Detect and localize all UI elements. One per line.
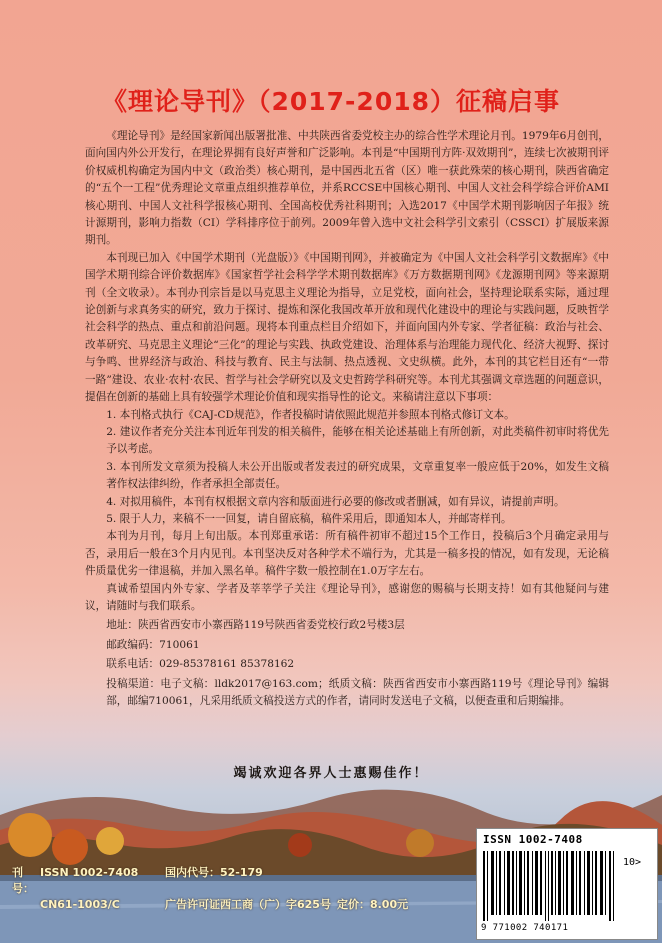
rule-item: 5. 限于人力，来稿不一一回复，请自留底稿，稿件采用后，即通知本人，并邮寄样刊。	[106, 512, 512, 525]
page-title: 《理论导刊》（2017-2018）征稿启事	[101, 87, 561, 116]
rule-item: 1. 本刊格式执行《CAJ-CD规范》，作者投稿时请依照此规范并参照本刊格式修订文本。	[106, 408, 515, 421]
pubinfo-price: 定价：8.00元	[336, 898, 409, 911]
welcome-slogan: 竭诚欢迎各界人士惠赐佳作！	[233, 766, 429, 781]
barcode-panel	[476, 828, 658, 940]
barcode-icon	[483, 851, 617, 921]
rule-item: 3. 本刊所发文章须为投稿人未公开出版或者发表过的研究成果，文章重复率一般应低于20%，如发生文稿著作权法律纠纷，作者承担全部责任。	[106, 460, 609, 491]
pubinfo-label: 刊号：	[12, 866, 34, 895]
contact-phone: 联系电话：029-85378161 85378162	[106, 658, 295, 671]
pubinfo-postal-code: 国内代号：52-179	[165, 866, 263, 879]
barcode-issn: ISSN 1002-7408	[483, 833, 583, 846]
rule-item: 2. 建议作者充分关注本刊近年刊发的相关稿件，能够在相关论述基础上有所创新，对此类稿件初审时将优先予以考虑。	[106, 425, 609, 456]
notice-body	[85, 128, 609, 710]
pubinfo-ad-license: 广告许可证西工商（广）字625号	[165, 898, 331, 911]
pubinfo-issn: ISSN 1002-7408	[40, 866, 139, 879]
contact-postcode: 邮政编码：710061	[106, 638, 200, 651]
rule-item: 4. 对拟用稿件，本刊有权根据文章内容和版面进行必要的修改或者删减，如有异议，请提前声明。	[106, 495, 565, 508]
schedule-paragraph: 本刊为月刊，每月上旬出版。本刊郑重承诺：所有稿件初审不超过15个工作日，投稿后3个月确定录用与否，录用后一般在3个月内见刊。本刊坚决反对各种学术不端行为，尤其是一稿多投的情况，如有发现，无论稿件质量优劣一律退稿，并加入黑名单。稿件字数一般控制在1.0万字左右。	[85, 530, 609, 578]
contact-address: 地址：陕西省西安市小寨西路119号陕西省委党校行政2号楼3层	[106, 619, 405, 632]
contact-submission: 投稿渠道：电子文稿：lldk2017@163.com；纸质文稿：陕西省西安市小寨西路119号《理论导刊》编辑部，邮编710061，凡采用纸质文稿投送方式的作者，请同时发送电子文稿，以便查重和后期编排。	[106, 677, 609, 707]
thanks-paragraph: 真诚希望国内外专家、学者及莘莘学子关注《理论导刊》，感谢您的赐稿与长期支持！如有其他疑问与建议，请随时与我们联系。	[85, 582, 609, 612]
barcode-issue-code: 10>	[623, 857, 642, 868]
publication-info	[12, 865, 408, 913]
columns-paragraph: 本刊现已加入《中国学术期刊（光盘版）》《中国期刊网》，并被确定为《中国人文社会科学引文数据库》《中国学术期刊综合评价数据库》《国家哲学社会科学学术期刊数据库》《万方数据期刊网》《龙源期刊网》等来源期刊（全文收录）。本刊办刊宗旨是以马克思主义理论为指导，立足党校，面向社会，坚持理论联系实际，通过理论创新与求真务实的研究，致力于探讨、提炼和深化我国改革开放和现代化建设中的理论与实践问题，反映哲学社会科学的热点、重点和前沿问题。现将本刊重点栏目介绍如下，并面向国内外专家、学者征稿：政治与社会、改革研究、马克思主义理论“三化”的理论与实践、执政党建设、治理体系与治理能力现代化、经济大视野、探讨与争鸣、世界经济与政治、科技与教育、民主与法制、热点透视、文史纵横。此外，本刊的其它栏目还有“一带一路”建设、农业·农村·农民、哲学与社会学研究以及文史哲跨学科研究等。本刊尤其强调文章选题的问题意识，提倡在创新的基础上具有较强学术理论价值和现实指导性的论文。来稿请注意以下事项：	[85, 251, 609, 404]
pubinfo-cn: CN61-1003/C	[40, 898, 120, 911]
intro-paragraph: 《理论导刊》是经国家新闻出版署批准、中共陕西省委党校主办的综合性学术理论月刊。1979年6月创刊，面向国内外公开发行，在理论界拥有良好声誉和广泛影响。本刊是“中国期刊方阵·双效期刊”，连续七次被期刊评价权威机构确定为国内中文（政治类）核心期刊，是中国西北五省（区）唯一获此殊荣的核心期刊，陕西省确定的“五个一工程”优秀理论文章重点组织推荐单位，并系RCCSE中国核心期刊、中国人文社会科学综合评价AMI核心期刊、中国人文社科学报核心期刊、全国高校优秀社科期刊；入选2017《中国学术期刊影响因子年报》统计源期刊，影响力指数（CI）学科排序位于前列。2009年曾入选中文社会科学引文索引（CSSCI）扩展版来源期刊。	[85, 130, 609, 247]
barcode-digits: 9 771002 740171	[481, 923, 569, 933]
